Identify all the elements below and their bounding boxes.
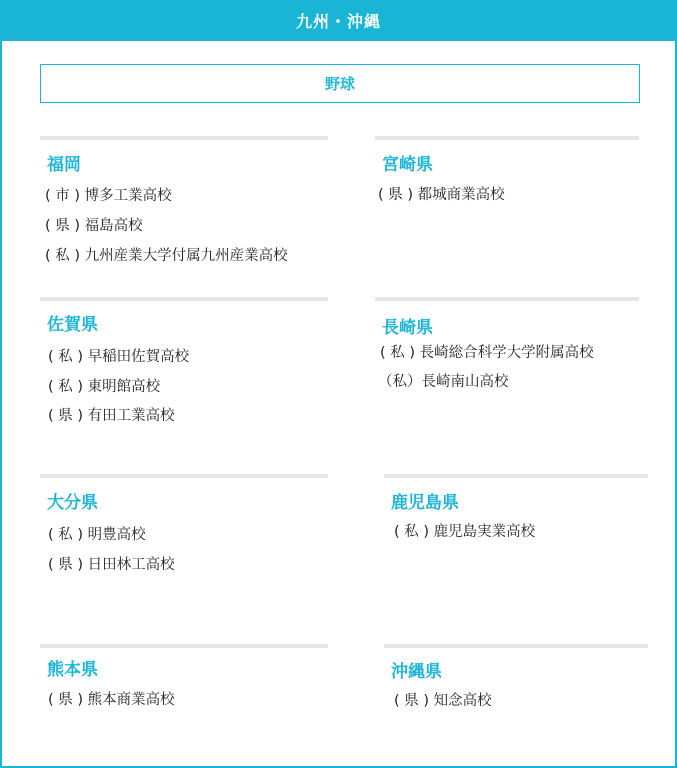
section-divider [40,474,328,478]
school-item: ( 市 ) 博多工業高校 [45,188,172,204]
school-item: ( 県 ) 熊本商業高校 [48,692,175,708]
prefecture-name: 佐賀県 [47,315,98,335]
prefecture-name: 宮崎県 [382,155,433,175]
region-header [0,0,677,41]
school-item: ( 県 ) 知念高校 [394,693,492,709]
school-item: ( 県 ) 日田林工高校 [48,557,175,573]
school-item: ( 県 ) 福島高校 [45,218,143,234]
prefecture-section-nagasaki [375,297,639,390]
prefecture-section-saga [40,297,328,424]
prefecture-section-oita [40,474,328,573]
section-divider [384,644,648,648]
prefecture-name: 鹿児島県 [391,493,459,513]
section-divider [40,136,328,140]
prefecture-section-miyazaki [375,136,639,203]
prefecture-section-fukuoka [40,136,328,264]
school-item: ( 私 ) 九州産業大学付属九州産業高校 [45,248,288,264]
school-item: ( 私 ) 明豊高校 [48,527,146,543]
section-divider [384,474,648,478]
school-item: ( 県 ) 都城商業高校 [378,187,505,203]
prefecture-section-okinawa [384,644,648,709]
region-title: 九州・沖縄 [295,12,381,31]
school-item: ( 私 ) 鹿児島実業高校 [394,524,536,540]
section-divider [375,136,639,140]
prefecture-name: 福岡 [47,155,81,175]
sport-category-box [40,64,640,103]
school-item: ( 県 ) 有田工業高校 [48,408,175,424]
prefecture-name: 沖縄県 [391,662,442,682]
prefecture-name: 熊本県 [47,660,98,680]
section-divider [375,297,639,301]
prefecture-section-kagoshima [384,474,648,540]
school-item: （私）長崎南山高校 [378,374,509,390]
prefecture-name: 長崎県 [382,318,433,338]
prefecture-name: 大分県 [47,493,98,513]
section-divider [40,297,328,301]
prefecture-section-kumamoto [40,644,328,708]
sport-category-label: 野球 [324,75,355,93]
school-item: ( 私 ) 東明館高校 [48,379,161,395]
school-item: ( 私 ) 長崎総合科学大学附属高校 [380,345,594,361]
school-item: ( 私 ) 早稲田佐賀高校 [48,349,190,365]
section-divider [40,644,328,648]
